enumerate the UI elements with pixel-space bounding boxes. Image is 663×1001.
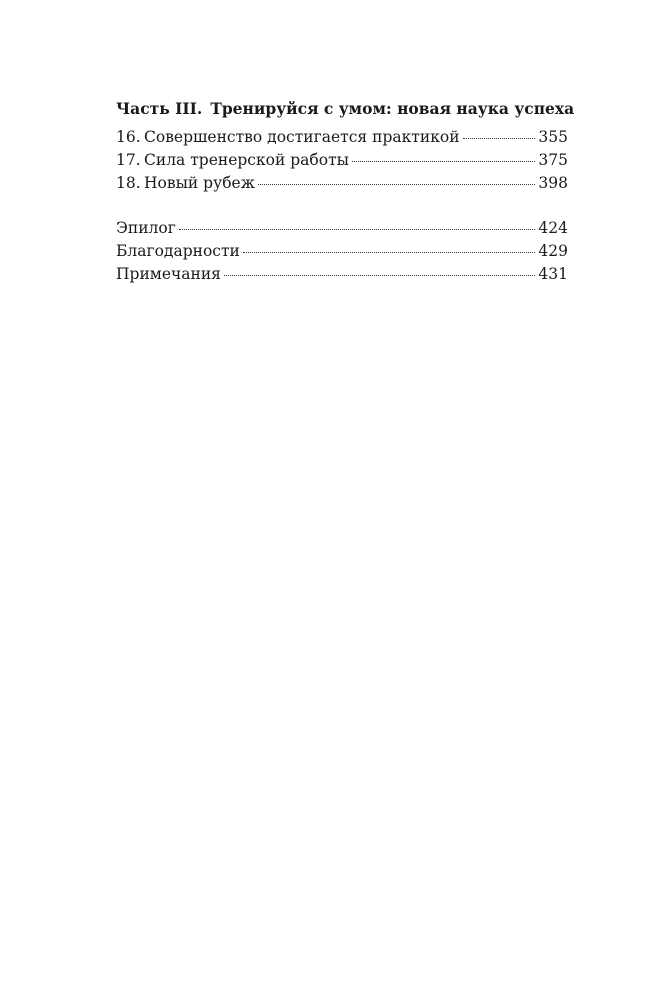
toc-entry-chapter-18 [116, 172, 568, 195]
page-number: 375 [538, 151, 568, 169]
chapter-title: Совершенство достигается практикой [144, 128, 460, 146]
dot-leader [224, 275, 535, 276]
chapter-number: 16. [116, 128, 141, 146]
dot-leader [258, 184, 535, 185]
entry-title: Эпилог [116, 219, 176, 237]
chapter-title: Сила тренерской работы [144, 151, 349, 169]
chapter-number: 18. [116, 174, 141, 192]
chapter-number: 17. [116, 151, 141, 169]
dot-leader [463, 138, 536, 139]
toc-entry-chapter-16 [116, 126, 568, 149]
dot-leader [243, 252, 536, 253]
toc-entry-acknowledgements [116, 240, 568, 263]
page-number: 398 [538, 174, 568, 192]
table-of-contents [116, 98, 575, 286]
dot-leader [352, 161, 535, 162]
toc-entry-epilogue [116, 217, 568, 240]
toc-entry-chapter-17 [116, 149, 568, 172]
page-number: 424 [538, 219, 568, 237]
dot-leader [179, 229, 536, 230]
page-number: 431 [538, 265, 568, 283]
chapter-title: Новый рубеж [144, 174, 255, 192]
page-number: 429 [538, 242, 568, 260]
toc-entry-notes [116, 263, 568, 286]
section-spacer [116, 195, 568, 217]
entry-title: Примечания [116, 265, 221, 283]
entry-title: Благодарности [116, 242, 240, 260]
part-number: Часть III. [116, 99, 203, 118]
page-number: 355 [538, 128, 568, 146]
part-title: Тренируйся с умом: новая наука успеха [210, 99, 575, 118]
part-heading [116, 98, 575, 120]
